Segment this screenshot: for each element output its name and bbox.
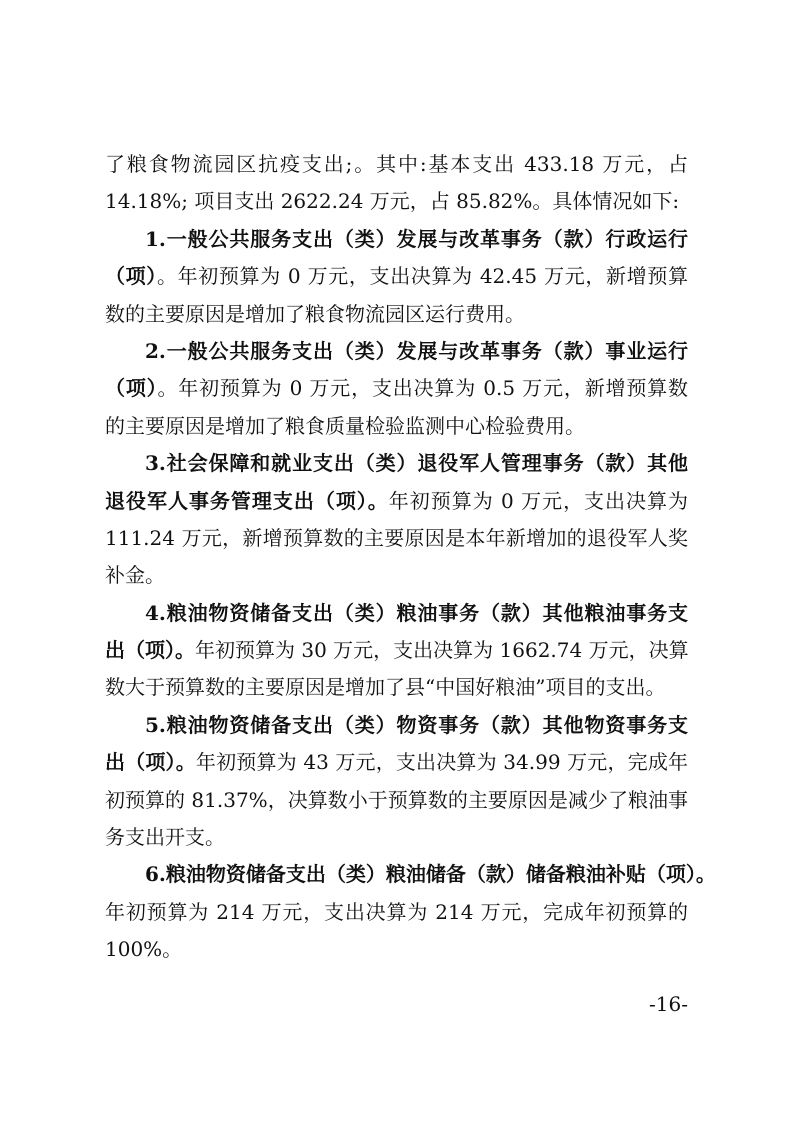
page-number: -16- <box>649 992 688 1016</box>
item-3-text-end: 补金。 <box>105 563 165 588</box>
item-4-heading-end: 出（项）。 <box>105 638 195 663</box>
item-4-line-1 <box>105 595 688 632</box>
item-2-line-3 <box>105 408 688 445</box>
item-3-line-1 <box>105 445 688 482</box>
item-5-line-1 <box>105 707 688 744</box>
item-4-heading: 4.粮油物资储备支出（类）粮油事务（款）其他粮油事务支 <box>145 600 688 625</box>
item-3-line-2 <box>105 483 688 520</box>
item-4-text: 年初预算为 30 万元，支出决算为 1662.74 万元，决算 <box>195 638 689 663</box>
item-3-line-4 <box>105 557 688 594</box>
item-1-line-3 <box>105 296 688 333</box>
item-5-line-2 <box>105 744 688 781</box>
item-6-text-end: 100%。 <box>105 937 183 962</box>
item-2-heading-end: （项） <box>105 376 158 401</box>
item-2-text: 。年初预算为 0 万元，支出决算为 0.5 万元，新增预算数 <box>157 376 688 401</box>
item-1-heading-end: （项） <box>105 264 157 289</box>
item-5-line-3 <box>105 782 688 819</box>
item-1-text: 。年初预算为 0 万元，支出决算为 42.45 万元，新增预算 <box>156 264 688 289</box>
item-3-text: 年初预算为 0 万元，支出决算为 <box>388 488 688 513</box>
item-2-line-1 <box>105 333 688 370</box>
item-5-line-4 <box>105 819 688 856</box>
item-1-text-end: 数的主要原因是增加了粮食物流园区运行费用。 <box>105 301 525 326</box>
item-6-line-1 <box>105 856 716 893</box>
item-3-text-cont: 111.24 万元，新增预算数的主要原因是本年新增加的退役军人奖 <box>105 525 688 550</box>
item-5-text-cont: 初预算的 81.37%，决算数小于预算数的主要原因是减少了粮油事 <box>105 787 688 812</box>
item-3-line-3 <box>105 520 688 557</box>
item-4-line-3 <box>105 669 688 706</box>
item-4-line-2 <box>105 632 688 669</box>
item-6-text: 年初预算为 214 万元，支出决算为 214 万元，完成年初预算的 <box>105 899 688 924</box>
item-2-line-2 <box>105 370 688 407</box>
item-2-text-end: 的主要原因是增加了粮食质量检验监测中心检验费用。 <box>105 413 585 438</box>
item-5-text-end: 务支出开支。 <box>105 825 225 850</box>
item-2-heading: 2.一般公共服务支出（类）发展与改革事务（款）事业运行 <box>145 338 688 363</box>
item-4-text-end: 数大于预算数的主要原因是增加了县“中国好粮油”项目的支出。 <box>105 675 666 700</box>
item-6-heading: 6.粮油物资储备支出（类）粮油储备（款）储备粮油补贴（项）。 <box>145 862 716 887</box>
intro-line-2: 14.18%; 项目支出 2622.24 万元，占 85.82%。具体情况如下: <box>105 189 680 214</box>
item-5-text: 年初预算为 43 万元，支出决算为 34.99 万元，完成年 <box>195 750 689 775</box>
document-body <box>105 146 716 969</box>
item-6-line-2 <box>105 894 688 931</box>
item-6-line-3 <box>105 931 688 968</box>
item-1-line-2 <box>105 258 688 295</box>
item-3-heading-end: 退役军人事务管理支出（项）。 <box>105 488 389 513</box>
item-1-heading: 1.一般公共服务支出（类）发展与改革事务（款）行政运行 <box>145 226 688 251</box>
item-5-heading-end: 出（项）。 <box>105 750 196 775</box>
intro-line-1: 了粮食物流园区抗疫支出;。其中:基本支出 433.18 万元，占 <box>105 152 688 176</box>
item-3-heading: 3.社会保障和就业支出（类）退役军人管理事务（款）其他 <box>145 451 688 476</box>
item-1-line-1 <box>105 221 688 258</box>
item-5-heading: 5.粮油物资储备支出（类）物资事务（款）其他物资事务支 <box>145 712 688 737</box>
